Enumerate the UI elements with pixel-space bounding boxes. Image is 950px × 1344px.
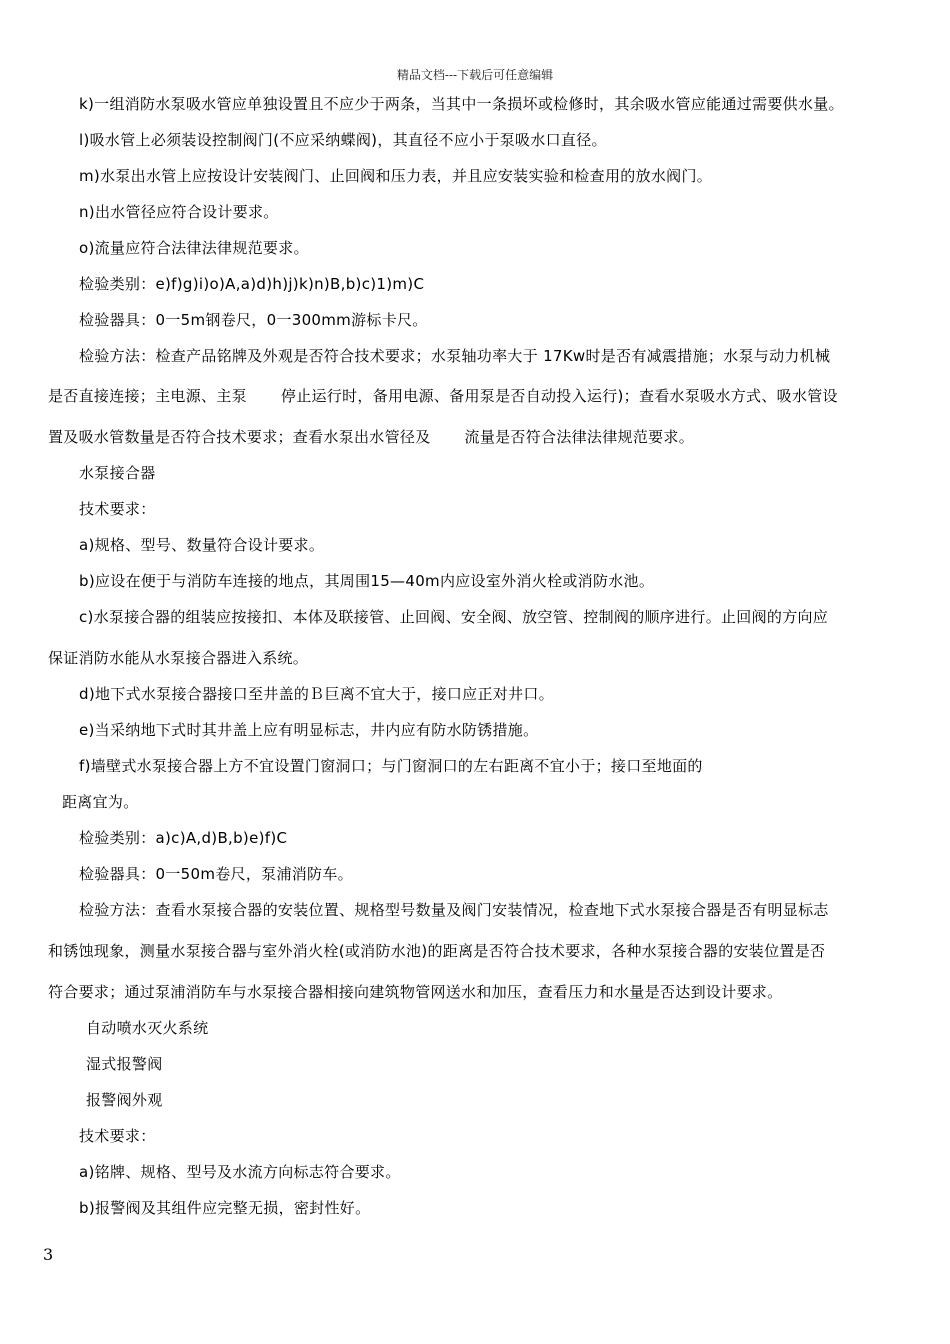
text-line: a)铭牌、规格、型号及水流方向标志符合要求。 (79, 1163, 401, 1181)
text-line: k)一组消防水泵吸水管应单独设置且不应少于两条，当其中一条损坏或检修时，其余吸水管应能通过需要供水量。 (79, 95, 844, 113)
text-line: 检验方法：检查产品铭牌及外观是否符合技术要求；水泵轴功率大于 17Kw时是否有减震措施；水泵与动力机械 (79, 347, 831, 365)
text-line: e)当采纳地下式时其井盖上应有明显标志，井内应有防水防锈措施。 (79, 721, 539, 739)
section-heading: 报警阀外观 (86, 1091, 163, 1109)
section-heading: 自动喷水灭火系统 (86, 1019, 209, 1037)
text-segment: 置及吸水管数量是否符合技术要求；查看水泵出水管径及 (48, 428, 431, 446)
text-line (48, 386, 908, 406)
text-line: b)报警阀及其组件应完整无损，密封性好。 (79, 1199, 371, 1217)
text-line: b)应设在便于与消防车连接的地点，其周围15—40m内应设室外消火栓或消防水池。 (79, 572, 655, 590)
text-line: m)水泵出水管上应按设计安装阀门、止回阀和压力表，并且应安装实验和检查用的放水阀门。 (79, 167, 713, 185)
text-segment: 停止运行时，备用电源、备用泵是否自动投入运行)；查看水泵吸水方式、吸水管设 (280, 387, 838, 405)
text-line: 检验类别：e)f)g)i)o)A,a)d)h)j)k)n)B,b)c)1)m)C (79, 275, 425, 293)
text-line: c)水泵接合器的组装应按接扣、本体及联接管、止回阀、安全阀、放空管、控制阀的顺序进行。止回阀的方向应 (79, 608, 829, 626)
text-line: n)出水管径应符合设计要求。 (79, 203, 279, 221)
text-line: o)流量应符合法律法律规范要求。 (79, 239, 309, 257)
page-number: 3 (43, 1245, 54, 1264)
text-line: 符合要求；通过泵浦消防车与水泵接合器相接向建筑物管网送水和加压，查看压力和水量是否达到设计要求。 (48, 983, 783, 1001)
text-line (48, 427, 908, 447)
text-line: 检验器具：0一5m钢卷尺，0一300mm游标卡尺。 (79, 311, 428, 329)
text-segment: 是否直接连接；主电源、主泵 (48, 387, 247, 405)
text-line: f)墙壁式水泵接合器上方不宜设置门窗洞口；与门窗洞口的左右距离不宜小于；接口至地面的 (79, 757, 703, 775)
text-line: 检验器具：0一50m卷尺，泵浦消防车。 (79, 865, 353, 883)
text-line: 保证消防水能从水泵接合器进入系统。 (48, 649, 309, 667)
text-line: 检验类别：a)c)A,d)B,b)e)f)C (79, 829, 288, 847)
text-line: 和锈蚀现象，测量水泵接合器与室外消火栓(或消防水池)的距离是否符合技术要求，各种水泵接合器的安装位置是否 (48, 942, 826, 960)
section-heading: 湿式报警阀 (86, 1055, 163, 1073)
text-line: 技术要求： (79, 1127, 156, 1145)
page-header: 精品文档---下载后可任意编辑 (396, 68, 554, 82)
text-line: l)吸水管上必须装设控制阀门(不应采纳蝶阀)，其直径不应小于泵吸水口直径。 (79, 131, 607, 149)
text-line: a)规格、型号、数量符合设计要求。 (79, 536, 325, 554)
text-line: d)地下式水泵接合器接口至井盖的Ｂ巨离不宜大于，接口应正对井口。 (79, 685, 554, 703)
text-segment: 流量是否符合法律法律规范要求。 (464, 428, 695, 446)
text-line: 检验方法：查看水泵接合器的安装位置、规格型号数量及阀门安装情况，检查地下式水泵接合器是否有明显标志 (79, 901, 829, 919)
section-heading: 水泵接合器 (79, 464, 156, 482)
text-line: 距离宜为。 (62, 793, 139, 811)
text-line: 技术要求： (79, 500, 156, 518)
